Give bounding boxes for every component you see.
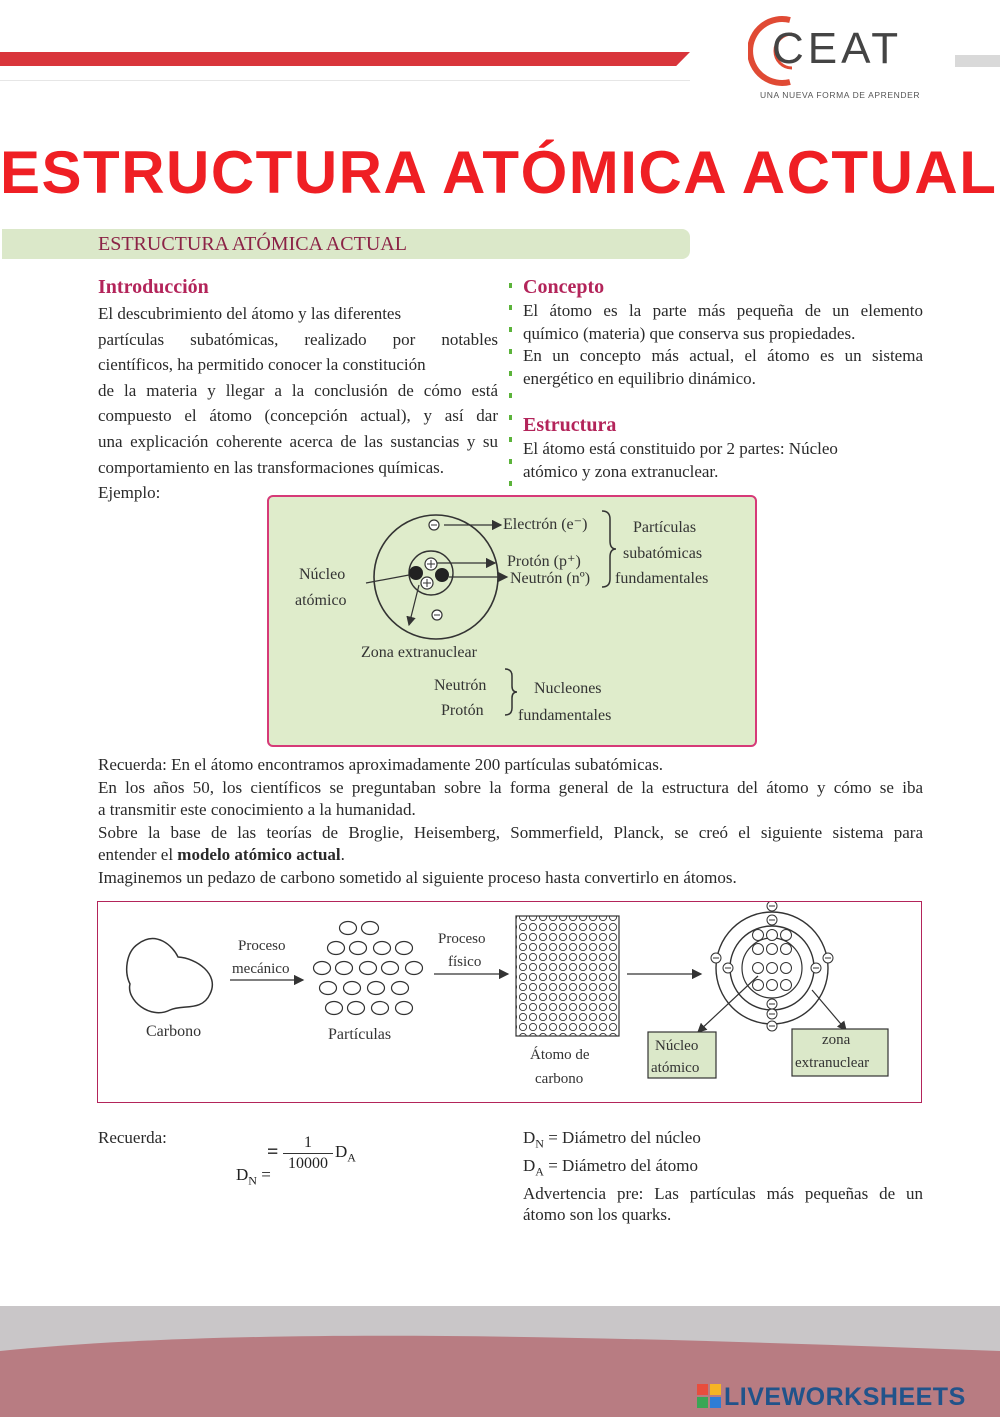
- neutron-icon: [753, 944, 764, 955]
- body-line: entender el modelo atómico actual.: [98, 845, 345, 864]
- electron-label: Electrón (e⁻): [503, 516, 588, 533]
- intro-line: científicos, ha permitido conocer la constitución: [98, 355, 426, 375]
- process2-line: Proceso: [438, 931, 486, 947]
- body-text: [98, 754, 923, 889]
- particle-blob: [348, 1002, 365, 1015]
- section-title: ESTRUCTURA ATÓMICA ACTUAL: [98, 233, 407, 255]
- estructura-heading: Estructura: [523, 414, 617, 436]
- page-title: ESTRUCTURA ATÓMICA ACTUAL: [0, 139, 998, 206]
- neutron-icon: [781, 944, 792, 955]
- proton-icon: [781, 963, 792, 974]
- proton-icon: [753, 963, 764, 974]
- nucleon-group-line: Nucleones: [534, 680, 602, 697]
- nucleus-box-line: atómico: [651, 1060, 700, 1076]
- proton-icon: [753, 930, 764, 941]
- zone-label: Zona extranuclear: [361, 644, 477, 661]
- particle-blob: [336, 962, 353, 975]
- carbon-label: Carbono: [146, 1023, 202, 1040]
- def-da: $D_A$ = Diámetro del átomo: [523, 1155, 698, 1179]
- atom-grid-icon: [516, 916, 619, 1036]
- intro-line: El descubrimiento del átomo y las diferentes: [98, 304, 402, 323]
- intro-heading: Introducción: [98, 276, 209, 298]
- nucleus-label-line: atómico: [295, 592, 347, 609]
- nucleons-icon: [753, 930, 792, 991]
- logo-tagline: UNA NUEVA FORMA DE APRENDER: [760, 90, 921, 100]
- formula-numerator: 1: [304, 1134, 312, 1151]
- intro-line: comportamiento en las transformaciones químicas.: [98, 457, 445, 477]
- logo-text: CEAT: [772, 24, 903, 73]
- neutron-icon: [781, 980, 792, 991]
- particle-blob: [368, 982, 385, 995]
- concepto-text: [523, 300, 923, 390]
- nucleon-item: Neutrón: [434, 677, 487, 694]
- example-label: Ejemplo:: [98, 483, 161, 503]
- formula-da: $D_A$: [335, 1142, 356, 1165]
- nucleus-box-line: Núcleo: [655, 1038, 699, 1054]
- formula-equals: =: [267, 1141, 279, 1163]
- neutron-label: Neutrón (nº): [510, 570, 591, 587]
- particle-blob: [340, 922, 357, 935]
- concepto-line: En un concepto más actual, el átomo es un sistema: [523, 346, 923, 365]
- nucleus-label-line: Núcleo: [299, 566, 346, 583]
- neutron-icon: [753, 980, 764, 991]
- intro-text: [98, 301, 498, 506]
- process1-line: mecánico: [232, 961, 290, 977]
- zone-box-line: zona: [822, 1032, 851, 1048]
- body-line: En los años 50, los científicos se preguntaban sobre la forma general de la estructura del átomo y cómo se iba: [98, 777, 923, 797]
- neutron-icon: [767, 930, 778, 941]
- liveworksheets-brand: LIVEWORKSHEETS: [724, 1383, 966, 1411]
- atom-label-line: Átomo de: [530, 1047, 590, 1063]
- particle-blob: [350, 942, 367, 955]
- fraction-bar: [283, 1153, 333, 1154]
- process1-line: Proceso: [238, 938, 286, 954]
- particles-icon: [314, 922, 423, 1015]
- proton-icon: [781, 930, 792, 941]
- warning-line: átomo son los quarks.: [523, 1205, 672, 1225]
- particle-blob: [326, 1002, 343, 1015]
- concepto-heading: Concepto: [523, 276, 605, 298]
- particle-blob: [406, 962, 423, 975]
- neutron-icon: [767, 963, 778, 974]
- group-label-line: fundamentales: [615, 570, 709, 587]
- carbon-process-diagram: [97, 901, 922, 1103]
- formula-dn: $D_N$ =: [236, 1165, 271, 1188]
- header-red-bar: [0, 52, 690, 66]
- formula-denominator: 10000: [288, 1155, 328, 1172]
- estructura-line: atómico y zona extranuclear.: [523, 461, 719, 481]
- atom-label-line: carbono: [535, 1071, 584, 1087]
- header-divider: [0, 80, 690, 81]
- particle-blob: [396, 942, 413, 955]
- neutron-icon: [435, 568, 449, 582]
- proton-icon: [767, 944, 778, 955]
- estructura-line: El átomo está constituido por 2 partes: Núcleo: [523, 439, 838, 458]
- header-gray-tab: [955, 55, 1000, 67]
- concepto-line: químico (materia) que conserva sus propiedades.: [523, 323, 856, 343]
- particle-blob: [314, 962, 331, 975]
- intro-line: de la materia y llegar a la conclusión de cómo está: [98, 380, 498, 400]
- intro-line: partículas subatómicas, realizado por notables: [98, 329, 498, 349]
- bold-term: modelo atómico actual: [177, 845, 341, 864]
- neutron-icon: [409, 566, 423, 580]
- particle-blob: [382, 962, 399, 975]
- concepto-line: El átomo es la parte más pequeña de un elemento: [523, 301, 923, 320]
- particle-blob: [320, 982, 337, 995]
- particle-blob: [396, 1002, 413, 1015]
- recuerda-line: Recuerda: En el átomo encontramos aproximadamente 200 partículas subatómicas.: [98, 755, 664, 774]
- particles-label: Partículas: [328, 1026, 392, 1043]
- body-line: Sobre la base de las teorías de Broglie, Heisemberg, Sommerfield, Planck, se creó el siguiente sistema para: [98, 822, 923, 842]
- body-line: a transmitir este conocimiento a la humanidad.: [98, 800, 416, 819]
- atom-parts-diagram: [267, 495, 757, 747]
- warning-line: Advertencia pre: Las partículas más pequeñas de un: [523, 1183, 923, 1203]
- particle-blob: [372, 1002, 389, 1015]
- particle-blob: [374, 942, 391, 955]
- nucleon-group-line: fundamentales: [518, 707, 612, 724]
- particle-blob: [328, 942, 345, 955]
- body-line: Imaginemos un pedazo de carbono sometido al siguiente proceso hasta convertirlo en átomos.: [98, 867, 737, 887]
- particle-blob: [360, 962, 377, 975]
- proton-label: Protón (p⁺): [507, 553, 581, 570]
- recuerda-label: Recuerda:: [98, 1128, 167, 1147]
- def-dn: $D_N$ = Diámetro del núcleo: [523, 1128, 701, 1151]
- nucleon-item: Protón: [441, 702, 484, 719]
- group-label-line: Partículas: [633, 519, 697, 536]
- particle-blob: [362, 922, 379, 935]
- concepto-line: energético en equilibrio dinámico.: [523, 368, 756, 388]
- particle-blob: [392, 982, 409, 995]
- carbon-chunk-icon: [127, 939, 213, 1013]
- atom-parts-svg: [269, 497, 755, 745]
- zone-box-line: extranuclear: [795, 1055, 870, 1071]
- intro-line: compuesto el átomo (concepción actual), y así dar: [98, 406, 498, 426]
- carbon-process-svg: [98, 902, 921, 1102]
- liveworksheets-logo-icon: [697, 1384, 721, 1408]
- proton-icon: [767, 980, 778, 991]
- particle-blob: [344, 982, 361, 995]
- process2-line: físico: [448, 954, 482, 970]
- group-label-line: subatómicas: [623, 545, 703, 562]
- estructura-text: [523, 438, 923, 483]
- intro-line: una explicación coherente acerca de las sustancias y su: [98, 431, 498, 451]
- definitions: [523, 1127, 923, 1226]
- column-divider: [509, 283, 512, 493]
